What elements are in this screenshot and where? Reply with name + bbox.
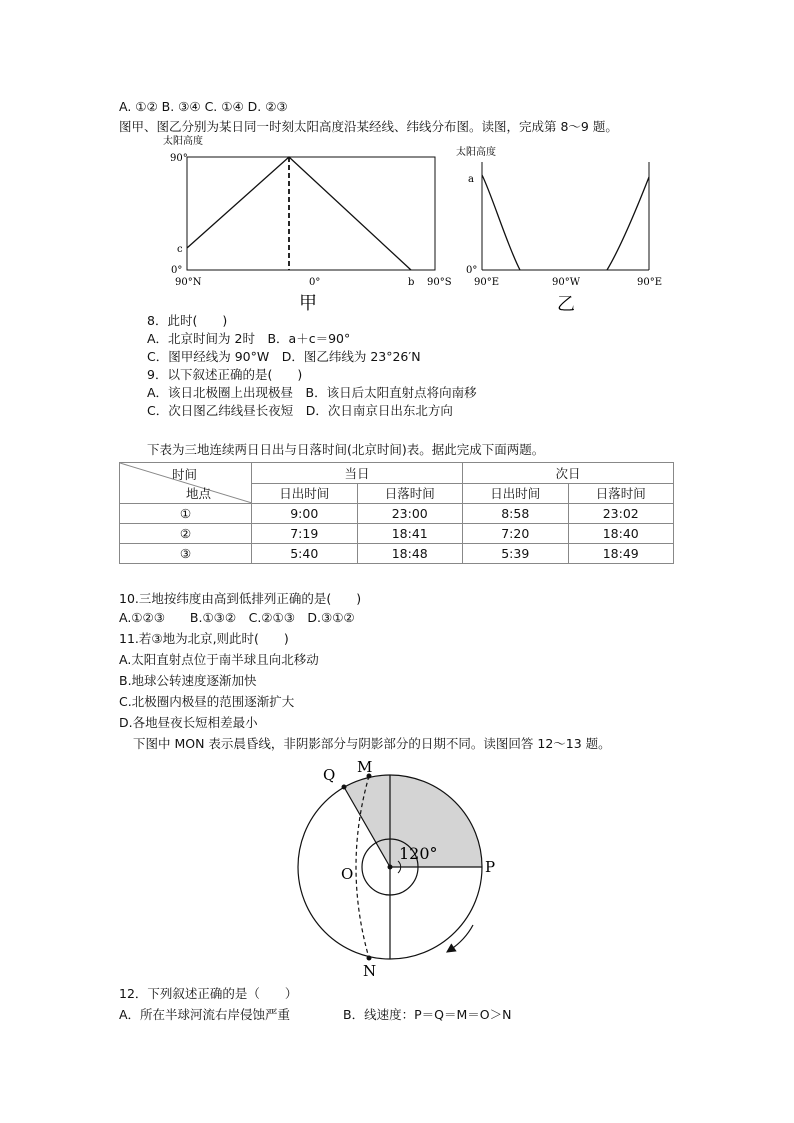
jia-xb: b [408,277,415,288]
q9-cd: C．次日图乙纬线昼长夜短 D．次日南京日出东北方向 [147,403,453,418]
table-corner [120,463,252,504]
cell: ① [120,504,252,524]
sub-header: 日出时间 [463,483,569,504]
corner-top: 时间 [172,467,198,482]
cell: ② [120,524,252,544]
cell: ③ [120,544,252,564]
q10-opts: A.①②③ B.①③② C.②①③ D.③①② [119,610,355,625]
intro-12-13: 下图中 MON 表示晨昏线，非阴影部分与阴影部分的日期不同。读图回答 12～13 题。 [133,736,611,751]
figure-jia [155,133,460,313]
q12-stem: 12．下列叙述正确的是（ ） [119,986,298,1001]
yi-x90e-left: 90°E [474,277,500,288]
table-row [120,504,674,524]
cell: 5:39 [463,544,569,564]
sub-header: 日落时间 [568,483,674,504]
yi-y0: 0° [466,265,478,276]
shade-sector-small [344,775,390,867]
cell: 18:40 [568,524,674,544]
jia-ylabel: 太阳高度 [163,136,203,147]
yi-ya: a [468,174,474,185]
q8-ab: A．北京时间为 2时 B．a＋c＝90° [147,331,351,346]
cell: 18:49 [568,544,674,564]
q11-stem: 11.若③地为北京,则此时( ) [119,631,289,646]
q9-stem: 9．以下叙述正确的是( ) [147,367,303,382]
yi-x90e-right: 90°E [637,277,663,288]
yi-caption: 乙 [557,294,575,315]
jia-x0: 0° [309,277,321,288]
q8-stem: 8．此时( ) [147,313,228,328]
yi-left-curve [482,175,520,270]
cell: 18:48 [357,544,463,564]
yi-right-curve [607,177,649,270]
table-intro: 下表为三地连续两日日出与日落时间(北京时间)表。据此完成下面两题。 [147,442,545,457]
sub-header: 日落时间 [357,483,463,504]
q12-a: A．所在半球河流右岸侵蚀严重 [119,1007,291,1022]
q11-c: C.北极圈内极昼的范围逐渐扩大 [119,694,295,709]
cell: 18:41 [357,524,463,544]
sunrise-sunset-table [119,462,674,564]
q-dot [342,785,347,790]
header-day1: 当日 [252,463,463,484]
cell: 7:19 [252,524,358,544]
label-m: M [357,758,373,776]
rotation-arrow [450,925,473,950]
table-row [120,544,674,564]
q10-stem: 10.三地按纬度由高到低排列正确的是( ) [119,591,362,606]
figure-yi [452,140,670,315]
jia-yc: c [177,244,183,255]
label-o: O [341,865,354,883]
cell: 23:00 [357,504,463,524]
jia-caption: 甲 [299,293,317,313]
header-day2: 次日 [463,463,674,484]
cell: 23:02 [568,504,674,524]
q12-b: B．线速度：P＝Q＝M＝O＞N [343,1007,512,1022]
center-dot [388,865,393,870]
jia-y90: 90° [170,153,188,164]
yi-ylabel: 太阳高度 [456,147,496,158]
q7-options: A. ①② B. ③④ C. ①④ D. ②③ [119,99,288,114]
q11-b: B.地球公转速度逐渐加快 [119,673,257,688]
cell: 5:40 [252,544,358,564]
cell: 7:20 [463,524,569,544]
cell: 8:58 [463,504,569,524]
jia-y0: 0° [171,265,183,276]
jia-line [187,157,411,270]
cell: 9:00 [252,504,358,524]
q9-ab: A．该日北极圈上出现极昼 B．该日后太阳直射点将向南移 [147,385,477,400]
n-dot [367,956,372,961]
jia-frame [187,157,435,270]
q11-a: A.太阳直射点位于南半球且向北移动 [119,652,319,667]
label-q: Q [323,766,336,784]
yi-x90w: 90°W [552,277,581,288]
figure-circle [295,755,510,980]
sub-header: 日出时间 [252,483,358,504]
label-angle: 120° [399,844,438,863]
jia-x90s: 90°S [427,277,452,288]
q8-cd: C．图甲经线为 90°W D．图乙纬线为 23°26′N [147,349,421,364]
intro-8-9: 图甲、图乙分别为某日同一时刻太阳高度沿某经线、纬线分布图。读图，完成第 8～9 题。 [119,119,618,134]
table-row [120,524,674,544]
jia-x90n: 90°N [175,277,202,288]
q11-d: D.各地昼夜长短相差最小 [119,715,258,730]
label-p: P [485,858,496,876]
label-n: N [363,962,377,980]
corner-bottom: 地点 [186,486,212,501]
